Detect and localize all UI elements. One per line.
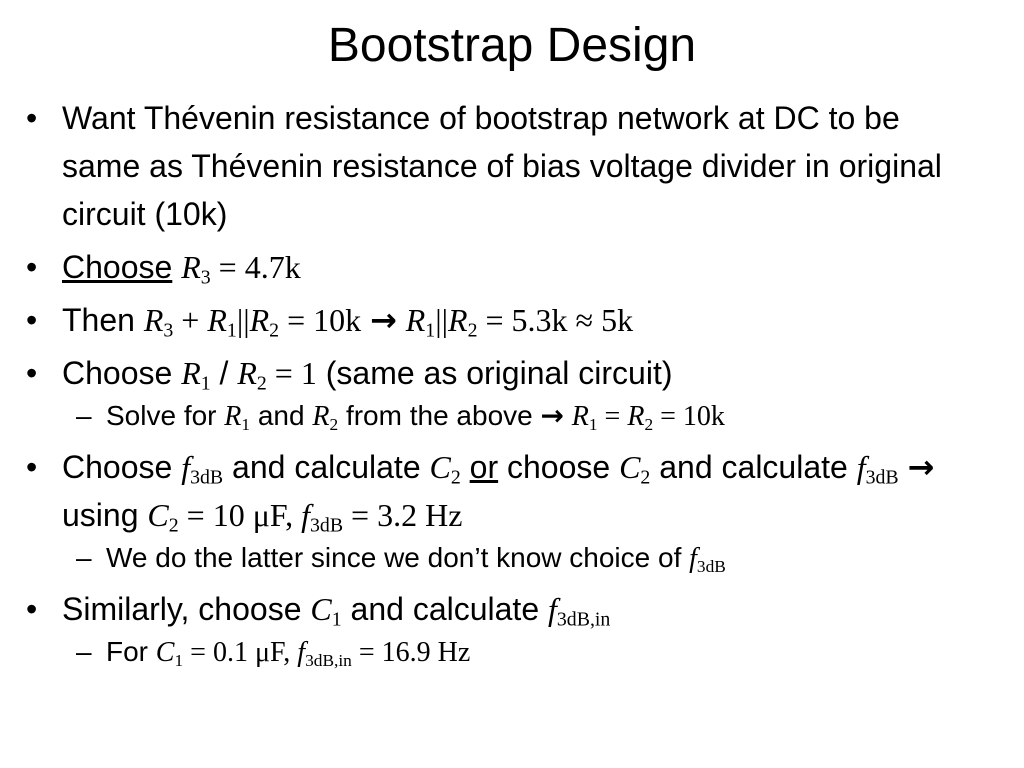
symbol-c: C: [147, 497, 169, 533]
bullet-item: [26, 94, 986, 238]
bullet-marker: •: [26, 249, 38, 285]
dash-marker: –: [76, 636, 92, 667]
subscript: 1: [200, 372, 211, 395]
parallel-symbol: ||: [435, 302, 449, 338]
symbol-r: R: [627, 401, 645, 432]
math-expression: [147, 497, 463, 537]
symbol-r: R: [249, 302, 270, 338]
math-expression: [181, 449, 224, 489]
sub-lead-text: Solve for: [106, 400, 217, 431]
arrow-icon: →: [370, 301, 397, 339]
bullet-lead-text: Then: [62, 302, 135, 338]
subscript: 3dB,in: [305, 650, 352, 670]
subscript: 3dB: [190, 466, 224, 489]
math-expression: [181, 249, 301, 289]
symbol-f: f: [856, 449, 866, 485]
math-expression: [619, 449, 651, 489]
dash-marker: –: [76, 542, 92, 573]
subscript: 2: [256, 372, 267, 395]
symbol-f: f: [548, 591, 557, 627]
math-expression: [572, 401, 725, 432]
subscript: 1: [425, 319, 436, 342]
symbol-r: R: [181, 249, 201, 285]
math-text: = 16.9 Hz: [358, 637, 471, 668]
math-text: = 1: [274, 355, 317, 391]
subscript: 3: [200, 266, 211, 289]
bullet-marker: •: [26, 591, 38, 627]
subscript: 3: [163, 319, 174, 342]
subscript: 1: [331, 608, 342, 631]
symbol-r: R: [405, 302, 426, 338]
sub-bullet-item: [26, 538, 986, 579]
slide-title: Bootstrap Design: [327, 19, 697, 72]
parallel-symbol: ||: [236, 302, 250, 338]
bullet-lead-text: Choose: [62, 449, 173, 485]
subscript: 2: [640, 466, 651, 489]
arrow-icon: →: [540, 399, 564, 432]
symbol-r: R: [143, 302, 164, 338]
symbol-f: f: [301, 497, 310, 533]
math-text: =: [604, 401, 621, 432]
bullet-item: [26, 349, 986, 397]
math-expression: [689, 543, 726, 574]
bullet-mid-text: choose: [507, 449, 611, 485]
bullet-item: [26, 585, 986, 633]
math-text: +: [181, 302, 200, 338]
bullet-marker: •: [26, 100, 38, 136]
bullet-lead-text: Similarly, choose: [62, 591, 302, 627]
subscript: 1: [241, 414, 251, 434]
subscript: 1: [588, 414, 598, 434]
bullet-line2-text: calculate: [721, 449, 848, 485]
math-expression: [429, 449, 461, 489]
subscript: 3dB: [865, 466, 899, 489]
subscript: 3dB,in: [556, 608, 611, 631]
sub-tail-text: from the above: [345, 400, 533, 431]
symbol-r: R: [571, 401, 589, 432]
subscript: 3dB: [309, 514, 344, 537]
symbol-r: R: [448, 302, 468, 338]
subscript: 1: [174, 650, 184, 670]
math-expression: [156, 637, 471, 668]
bullet-marker: •: [26, 302, 38, 338]
bullet-mid-text: and calculate: [350, 591, 540, 627]
subscript: 2: [329, 414, 339, 434]
subscript: 2: [450, 466, 461, 489]
math-expression: [548, 591, 611, 631]
symbol-r: R: [237, 355, 257, 391]
symbol-r: R: [312, 401, 330, 432]
sub-lead-text: For: [106, 636, 148, 667]
math-expression: [312, 401, 338, 432]
sub-bullet-item: [26, 632, 986, 673]
math-expression: [181, 355, 211, 395]
slash-text: /: [219, 355, 229, 391]
math-text: = 4.7k: [218, 249, 301, 285]
symbol-f: f: [181, 449, 191, 485]
subscript: 2: [168, 514, 179, 537]
subscript: 2: [467, 319, 478, 342]
bullet-item: [26, 243, 986, 291]
math-text: = 0.1 μF,: [190, 637, 291, 668]
bullet-tail-text: (same as original circuit): [325, 355, 673, 391]
dash-marker: –: [76, 400, 92, 431]
symbol-c: C: [619, 449, 641, 485]
slide-body: [26, 94, 986, 679]
bullet-lead-text: Choose: [62, 355, 173, 391]
symbol-r: R: [181, 355, 201, 391]
math-expression: [237, 355, 317, 395]
sub-bullet-item: [26, 396, 986, 437]
subscript: 2: [644, 414, 654, 434]
math-expression: [224, 401, 250, 432]
subscript: 1: [226, 319, 237, 342]
symbol-c: C: [310, 591, 332, 627]
bullet-text: Want Thévenin resistance of bootstrap network at DC to be same as Thévenin resistance of bias voltage divider in original circuit (10k): [62, 100, 942, 232]
bullet-marker: •: [26, 355, 38, 391]
symbol-c: C: [429, 449, 451, 485]
subscript: 3dB: [696, 556, 726, 576]
symbol-c: C: [155, 637, 175, 668]
sub-text: We do the latter since we don’t know choice of: [106, 542, 682, 573]
math-expression: [405, 302, 634, 342]
subscript: 2: [269, 319, 280, 342]
bullet-lead-text: Choose: [62, 249, 173, 285]
symbol-r: R: [224, 401, 242, 432]
bullet-mid-text: and calculate: [232, 449, 421, 485]
symbol-f: f: [297, 637, 306, 668]
bullet-item: [26, 296, 986, 344]
bullet-marker: •: [26, 449, 38, 485]
math-expression: [856, 449, 899, 489]
math-expression: [310, 591, 342, 631]
math-text: = 10 μF,: [186, 497, 294, 533]
math-text: = 3.2 Hz: [351, 497, 463, 533]
or-text: or: [469, 449, 499, 485]
math-expression: [143, 302, 362, 342]
math-text: = 10k: [287, 302, 362, 338]
bullet-tail-text: and: [659, 449, 713, 485]
symbol-f: f: [689, 543, 697, 574]
bullet-item: [26, 443, 986, 539]
math-text: = 5.3k ≈ 5k: [485, 302, 634, 338]
symbol-r: R: [207, 302, 227, 338]
sub-and-text: and: [257, 400, 305, 431]
using-text: using: [62, 497, 139, 533]
arrow-icon: →: [907, 448, 935, 486]
math-text: = 10k: [660, 401, 725, 432]
